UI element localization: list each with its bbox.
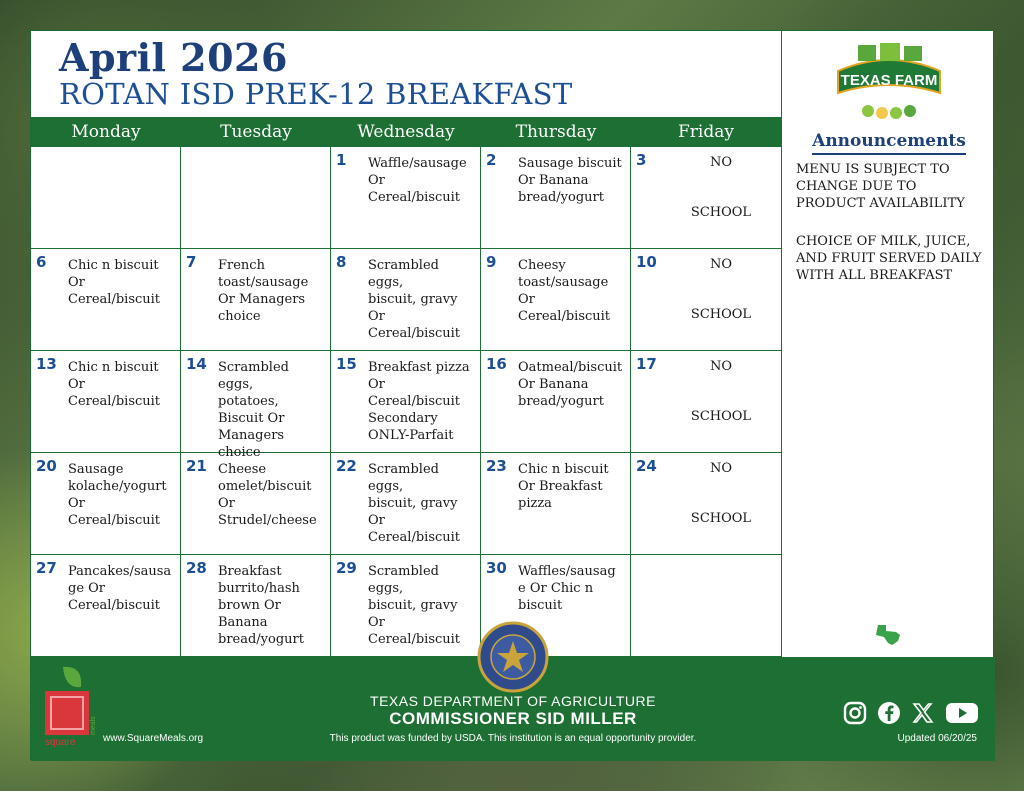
day-number: 6 [36,253,47,271]
day-number: 23 [486,457,507,475]
menu-item-text: Pancakes/sausa ge Or Cereal/biscuit [68,564,172,613]
texas-map-icon [874,623,902,647]
day-number: 21 [186,457,207,475]
calendar-day-cell [631,249,781,351]
calendar-day-cell [181,555,331,657]
weekday-monday: Monday [71,122,141,142]
weekday-wednesday: Wednesday [357,122,455,142]
menu-item-text: Sausage biscuit Or Banana bread/yogurt [518,156,622,205]
calendar-day-cell [331,249,481,351]
calendar-day-cell [481,249,631,351]
no-school-word: SCHOOL [690,307,752,322]
svg-text:square: square [45,737,76,747]
announcements-underline [812,153,966,155]
menu-item-text: Waffle/sausage Or Cereal/biscuit [368,156,467,205]
announcements-sidebar [781,31,995,657]
title-area [31,31,781,117]
day-number: 24 [636,457,657,475]
menu-item-text: Scrambled eggs, biscuit, gravy Or Cereal/biscuit [368,564,461,647]
announcements-heading: Announcements [812,131,966,151]
day-number: 29 [336,559,357,577]
day-number: 15 [336,355,357,373]
x-icon[interactable] [911,701,937,725]
no-school-note [661,359,781,444]
weekday-header [31,117,781,147]
menu-item-text: Scrambled eggs, biscuit, gravy Or Cereal/biscuit [368,462,461,545]
menu-item-text: French toast/sausage Or Managers choice [218,258,309,324]
day-number: 30 [486,559,507,577]
no-school-word: SCHOOL [690,409,752,424]
calendar-day-cell [31,147,181,249]
announcement-text: CHOICE OF MILK, JUICE, AND FRUIT SERVED DAILY WITH ALL BREAKFAST [796,234,982,283]
day-number: 3 [636,151,647,169]
announcement-text: MENU IS SUBJECT TO CHANGE DUE TO PRODUCT AVAILABILITY [796,162,965,211]
calendar-day-cell [481,453,631,555]
social-links [843,701,979,725]
menu-card [30,30,994,760]
calendar-day-cell [331,555,481,657]
footer-banner [31,657,995,761]
menu-item-text: Chic n biscuit Or Cereal/biscuit [68,360,161,409]
day-number: 9 [486,253,497,271]
no-school-note [661,461,781,546]
youtube-icon[interactable] [945,701,979,725]
calendar-day-cell [631,147,781,249]
day-number: 16 [486,355,507,373]
weekday-friday: Friday [678,122,734,142]
tda-seal-icon [477,621,549,693]
calendar-day-cell [481,147,631,249]
day-number: 27 [36,559,57,577]
no-school-note [661,155,781,240]
calendar-day-cell [331,453,481,555]
calendar-day-cell [31,453,181,555]
calendar-day-cell [481,351,631,453]
calendar-day-cell [331,147,481,249]
texas-farm-fresh-logo [828,41,950,121]
menu-item-text: Chic n biscuit Or Cereal/biscuit [68,258,161,307]
calendar-day-cell [631,453,781,555]
calendar-day-cell [181,453,331,555]
no-school-word: NO [709,461,733,476]
day-number: 10 [636,253,657,271]
no-school-word: SCHOOL [690,205,752,220]
no-school-note [661,257,781,342]
svg-text:meals: meals [90,716,97,735]
calendar-day-cell [631,555,781,657]
day-number: 20 [36,457,57,475]
updated-date: Updated 06/20/25 [897,733,977,744]
no-school-word: NO [709,155,733,170]
day-number: 14 [186,355,207,373]
calendar-day-cell [181,351,331,460]
calendar-day-cell [31,555,181,657]
menu-item-text: Scrambled eggs, biscuit, gravy Or Cereal/biscuit [368,258,461,341]
weekday-tuesday: Tuesday [220,122,292,142]
no-school-word: SCHOOL [690,511,752,526]
menu-item-text: Breakfast pizza Or Cereal/biscuit Secondary ONLY-Parfait [368,360,470,443]
day-number: 22 [336,457,357,475]
website-link[interactable]: www.SquareMeals.org [103,733,204,744]
menu-item-text: Scrambled eggs, potatoes, Biscuit Or Managers choice [218,360,289,460]
day-number: 13 [36,355,57,373]
calendar-day-cell [181,147,331,249]
svg-text:TEXAS FARM: TEXAS FARM [840,72,938,89]
day-number: 2 [486,151,497,169]
funding-note: This product was funded by USDA. This institution is an equal opportunity provider. [329,733,697,744]
menu-item-text: Sausage kolache/yogurt Or Cereal/biscuit [68,462,167,528]
calendar-day-cell [31,351,181,453]
menu-item-text: Oatmeal/biscuit Or Banana bread/yogurt [518,360,623,409]
svg-text:FRESH: FRESH [872,91,906,102]
day-number: 7 [186,253,197,271]
calendar-day-cell [31,249,181,351]
menu-item-text: Chic n biscuit Or Breakfast pizza [518,462,609,511]
calendar-day-cell [331,351,481,453]
no-school-word: NO [709,257,733,272]
menu-item-text: Breakfast burrito/hash brown Or Banana bread/yogurt [218,564,304,647]
no-school-word: NO [709,359,733,374]
calendar-grid [31,147,781,657]
menu-item-text: Cheesy toast/sausage Or Cereal/biscuit [518,258,611,324]
menu-subtitle: ROTAN ISD PREK-12 BREAKFAST [59,77,573,111]
menu-item-text: Cheese omelet/biscuit Or Strudel/cheese [218,462,317,528]
menu-item-text: Waffles/sausag e Or Chic n biscuit [518,564,616,613]
page-title: April 2026 [59,35,288,80]
calendar-day-cell [631,351,781,453]
instagram-icon[interactable] [843,701,869,725]
day-number: 8 [336,253,347,271]
day-number: 1 [336,151,347,169]
department-name: TEXAS DEPARTMENT OF AGRICULTURE [370,693,656,709]
weekday-thursday: Thursday [515,122,597,142]
facebook-icon[interactable] [877,701,903,725]
commissioner-name: COMMISSIONER SID MILLER [389,709,637,728]
day-number: 17 [636,355,657,373]
day-number: 28 [186,559,207,577]
calendar-day-cell [181,249,331,351]
